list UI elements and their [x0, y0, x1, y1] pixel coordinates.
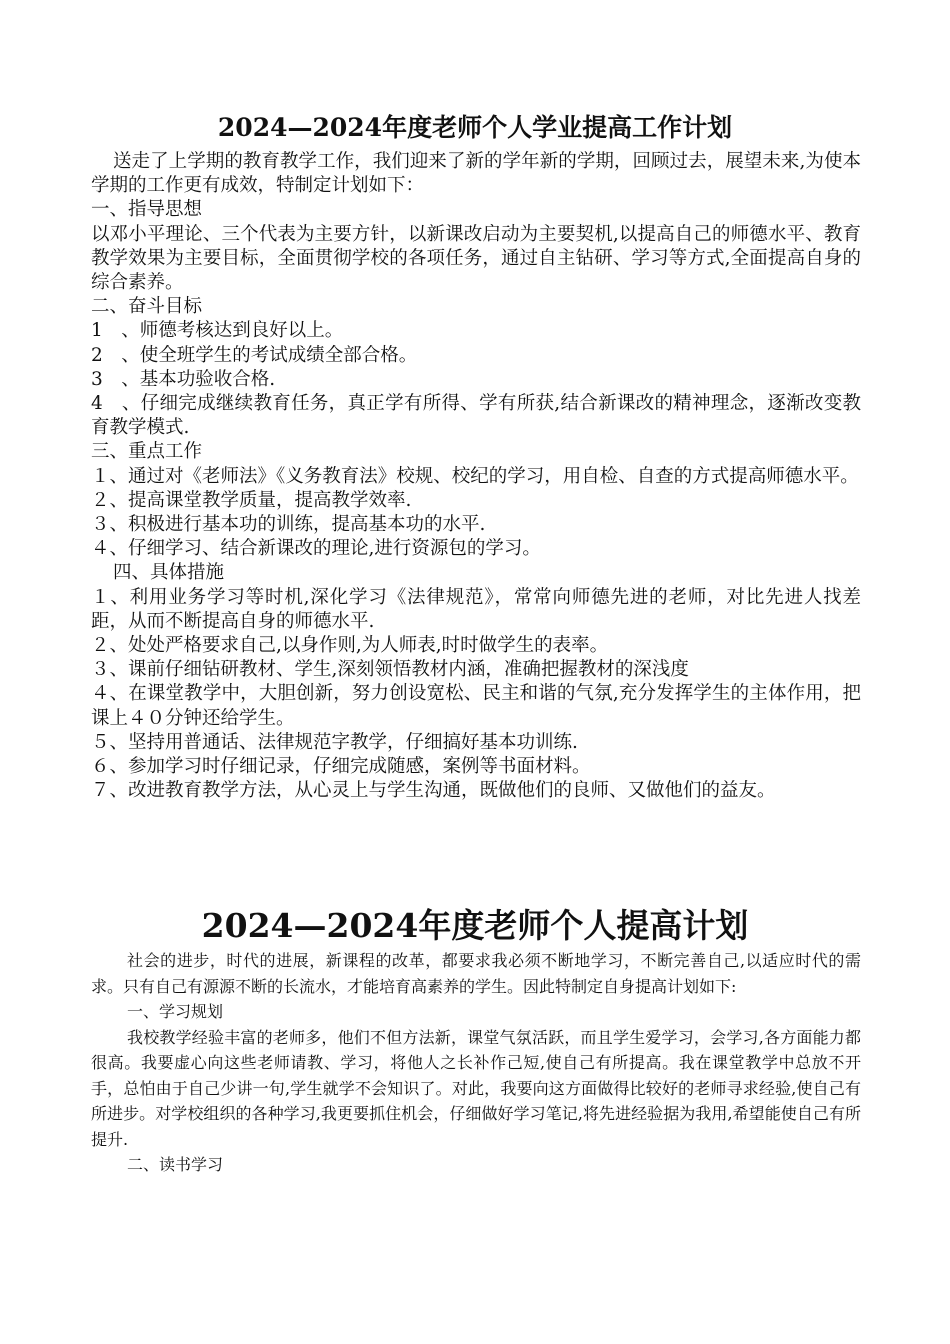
doc1-goal-item: 3 、基本功验收合格. [91, 368, 276, 390]
doc1-paragraph-guiding: 以邓小平理论、三个代表为主要方针，以新课改启动为主要契机,以提高自己的师德水平、教育教学效果为主要目标，全面贯彻学校的各项任务，通过自主钻研、学习等方式,全面提高自身的综合素养。 [91, 223, 861, 294]
doc1-goal-item: 2 、使全班学生的考试成绩全部合格。 [91, 344, 418, 366]
doc2-body [91, 948, 861, 1178]
doc1-heading-guiding: 一、指导思想 [91, 199, 203, 221]
doc2-intro: 社会的进步，时代的进展，新课程的改革，都要求我必须不断地学习，不断完善自己,以适应时代的需求。只有自己有源源不断的长流水，才能培育高素养的学生。因此特制定自身提高计划如下: [91, 951, 861, 996]
doc1-measure-item: ２、处处严格要求自己,以身作则,为人师表,时时做学生的表率。 [91, 635, 609, 657]
doc2-heading-reading: 二、读书学习 [127, 1155, 224, 1174]
doc1-goal-item: 4 、仔细完成继续教育任务，真正学有所得、学有所获,结合新课改的精神理念，逐渐改变教育教学模式. [91, 393, 861, 439]
doc1-heading-measures: 四、具体措施 [113, 562, 225, 584]
doc1-measure-item: ４、在课堂教学中，大胆创新，努力创设宽松、民主和谐的气氛,充分发挥学生的主体作用，把课上４０分钟还给学生。 [91, 683, 861, 729]
doc1-goal-item: 1 、师德考核达到良好以上。 [91, 320, 344, 342]
doc2-title: 2024—2024年度老师个人提高计划 [201, 906, 749, 945]
doc2-heading-study-plan: 一、学习规划 [127, 1002, 224, 1021]
doc1-work-item: １、通过对《老师法》《义务教育法》校规、校纪的学习，用自检、自查的方式提高师德水平。 [91, 465, 859, 487]
doc1-work-item: ２、提高课堂教学质量，提高教学效率. [91, 489, 412, 511]
doc1-heading-key-work: 三、重点工作 [91, 441, 203, 463]
doc1-work-item: ３、积极进行基本功的训练，提高基本功的水平. [91, 514, 486, 536]
doc2-paragraph-study-plan: 我校教学经验丰富的老师多，他们不但方法新，课堂气氛活跃，而且学生爱学习，会学习,各方面能力都很高。我要虚心向这些老师请教、学习，将他人之长补作己短,使自己有所提高。我在课堂教学中总放不开手，总怕由于自己少讲一句,学生就学不会知识了。对此，我要向这方面做得比较好的老师寻求经验,使自己有所进步。对学校组织的各种学习,我更要抓住机会，仔细做好学习笔记,将先进经验据为我用,希望能使自己有所提升. [91, 1027, 861, 1149]
doc1-body [91, 150, 861, 803]
doc1-work-item: ４、仔细学习、结合新课改的理论,进行资源包的学习。 [91, 538, 541, 560]
doc1-heading-goals: 二、奋斗目标 [91, 296, 203, 318]
doc1-measure-item: ６、参加学习时仔细记录，仔细完成随感，案例等书面材料。 [91, 756, 591, 778]
doc1-intro: 送走了上学期的教育教学工作，我们迎来了新的学年新的学期，回顾过去，展望未来,为使本学期的工作更有成效，特制定计划如下： [91, 151, 861, 197]
doc1-measure-item: １、利用业务学习等时机,深化学习《法律规范》，常常向师德先进的老师，对比先进人找差距，从而不断提高自身的师德水平. [91, 586, 861, 632]
doc1-title: 2024—2024年度老师个人学业提高工作计划 [217, 113, 733, 142]
doc1-measure-item: ３、课前仔细钻研教材、学生,深刻领悟教材内涵，准确把握教材的深浅度 [91, 659, 689, 681]
doc1-measure-item: ７、改进教育教学方法，从心灵上与学生沟通，既做他们的良师、又做他们的益友。 [91, 780, 776, 802]
doc1-measure-item: ５、坚持用普通话、法律规范字教学，仔细搞好基本功训练. [91, 731, 578, 753]
